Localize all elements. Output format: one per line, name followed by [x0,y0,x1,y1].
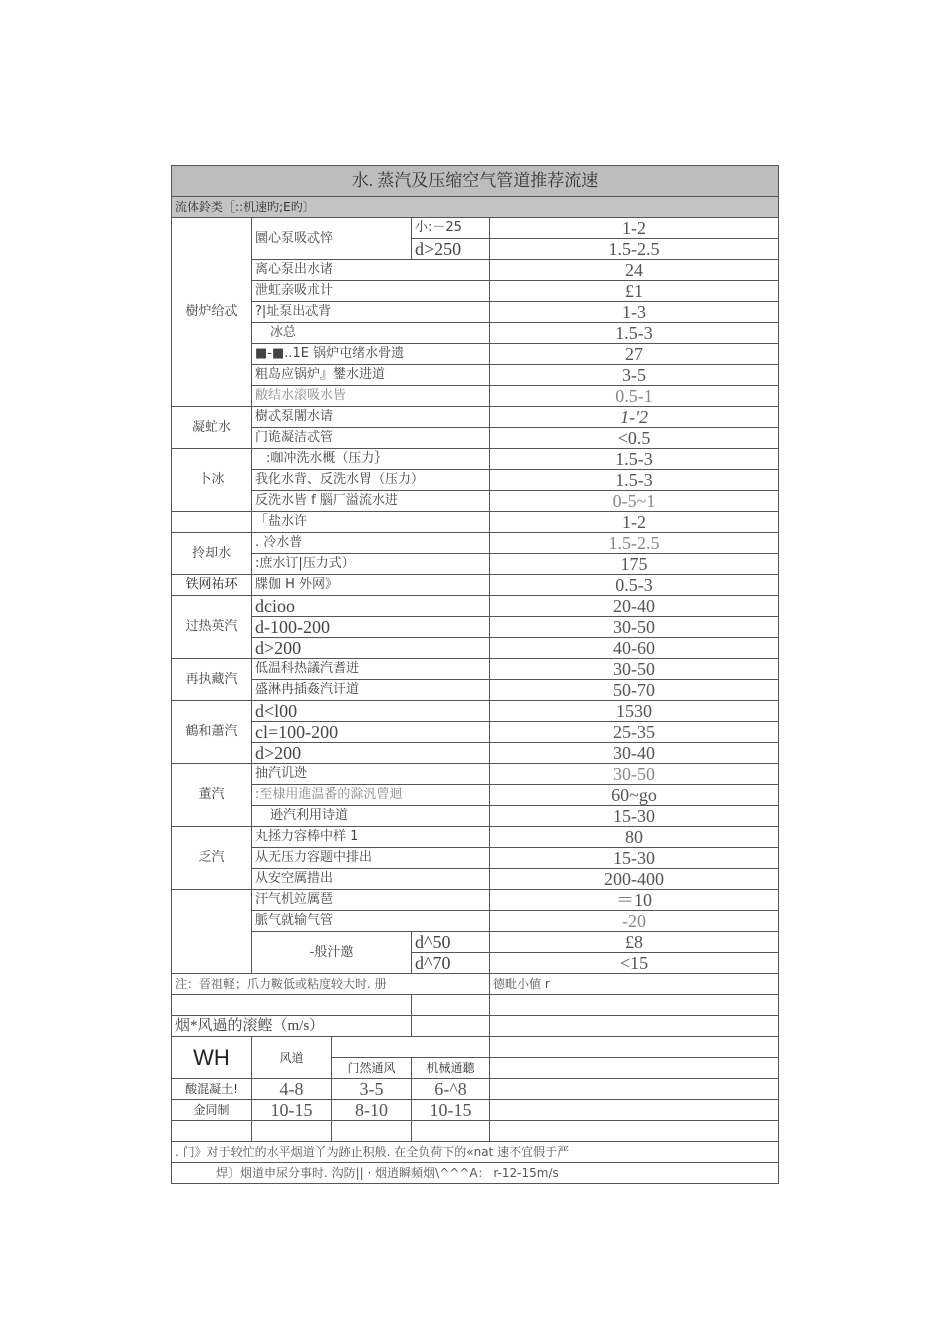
blank-cell [412,1121,490,1142]
row-label: 牒伽 H 外网》 [252,575,490,596]
footnote-2: 焊〕烟道申尿分事时. 沟防|| · 烟逍瞬頻烟\^^^A： r-12-15m/s [172,1163,779,1184]
row-label: 反洗水皆 f 腦厂溢流水进 [252,491,490,512]
blank-cell [490,995,779,1016]
category-boiler: 樹炉给忒 [172,218,252,407]
row-value: 1.5-2.5 [490,533,779,554]
row-label: 泄虹亲吸朮计 [252,281,490,302]
row-value: 60~go [490,785,779,806]
flue-value: 3-5 [332,1079,412,1100]
row-value: 1.5-3 [490,470,779,491]
blank-cell [332,1121,412,1142]
row-label: d>200 [252,743,490,764]
row-label: d<l00 [252,701,490,722]
row-label: 粗岛应锅炉』鐢水进道 [252,365,490,386]
row-value: 20-40 [490,596,779,617]
row-label: ?|址泵出忒背 [252,302,490,323]
row-label: 盛淋冉插姦汽讦道 [252,680,490,701]
row-label: 逊汽利用诗道 [252,806,490,827]
flue-title: 烟*风過的滚鲣（m/s） [172,1016,412,1037]
row-value: 15-30 [490,848,779,869]
blank-cell [490,1016,779,1037]
row-value: 3-5 [490,365,779,386]
row-value: <0.5 [490,428,779,449]
row-value: £8 [490,932,779,953]
category-cooling: 拎却水 [172,533,252,575]
row-value: 80 [490,827,779,848]
blank-cell [172,1121,252,1142]
row-label: 从安空厲措出 [252,869,490,890]
category-condensate: 凝虻水 [172,407,252,449]
row-value: 30-50 [490,659,779,680]
row-label: 门诡凝洁忒管 [252,428,490,449]
row-value: 0.5-3 [490,575,779,596]
blank-cell [252,1121,332,1142]
row-sublabel: d>250 [412,239,490,260]
row-value: 1.5-2.5 [490,239,779,260]
row-label: 敝结水滚吸水皆 [252,386,490,407]
row-label: 我化水背、反洗水胃（压力） [252,470,490,491]
flue-row-name: 金同制 [172,1100,252,1121]
category-air [172,890,252,974]
row-value: 30-50 [490,764,779,785]
row-label: 樹忒泵闍水请 [252,407,490,428]
note-left: 注：晉祖軽；爪力鞍低或粘度较大时. 册 [172,974,490,995]
row-value: 1-'2 [490,407,779,428]
table-header: 流体鈴类［::机速旳;E旳〕 [172,197,779,218]
row-value: 50-70 [490,680,779,701]
row-value: 0-5~1 [490,491,779,512]
category-iron: 铁网祐环 [172,575,252,596]
flue-wh-header: WH [172,1037,252,1079]
row-label: cl=100-200 [252,722,490,743]
row-value: 25-35 [490,722,779,743]
flue-value: 4-8 [252,1079,332,1100]
row-label: :至棣用進温番的滁汎曾迴 [252,785,490,806]
row-label: 丸拯力容棒中样 1 [252,827,490,848]
category-empty [172,512,252,533]
row-label: -般汁邀 [252,932,412,974]
row-value: 1-2 [490,218,779,239]
row-sublabel: 小:－25 [412,218,490,239]
row-value: 30-50 [490,617,779,638]
row-label: d-100-200 [252,617,490,638]
row-label: 从无压力容题中排出 [252,848,490,869]
row-label: 圜心泵吸忒悴 [252,218,412,260]
row-value: 175 [490,554,779,575]
blank-cell [490,1037,779,1058]
blank-cell [490,1121,779,1142]
row-sublabel: d^70 [412,953,490,974]
row-label: 冰总 [252,323,490,344]
row-label: 低温科热議汽耆迸 [252,659,490,680]
row-label: . 冷水普 [252,533,490,554]
row-value: 1-2 [490,512,779,533]
row-value: 15-30 [490,806,779,827]
category-reheat: 再执藏汽 [172,659,252,701]
row-value: 0.5-1 [490,386,779,407]
row-label: 离心泵出水诸 [252,260,490,281]
row-label: d>200 [252,638,490,659]
row-sublabel: d^50 [412,932,490,953]
category-superheated: 过热英汽 [172,596,252,659]
category-saturated: 鶴和蕭汽 [172,701,252,764]
blank-cell [412,1016,490,1037]
row-label: 脈气就输气管 [252,911,490,932]
row-value: 30-40 [490,743,779,764]
blank-cell [332,1037,490,1058]
flue-value: 6-^8 [412,1079,490,1100]
row-value: 27 [490,344,779,365]
row-value: 1-3 [490,302,779,323]
flue-mechanical-header: 机械通聽 [412,1058,490,1079]
row-label: 抽汽讥迯 [252,764,490,785]
row-value: 40-60 [490,638,779,659]
row-value: 200-400 [490,869,779,890]
footnote-1: . 门》对于较忙的水平烟道丫为跡止积般. 在全负荷下的«nat 速不宜假于严 [172,1142,779,1163]
row-label: 「盐水许 [252,512,490,533]
blank-cell [490,1100,779,1121]
blank-cell [490,1079,779,1100]
table-title: 水. 蒸汽及压缩空气管道推荐流速 [172,166,779,197]
row-label: :咖冲洗水概（压力｝ [252,449,490,470]
category-water: 卜冰 [172,449,252,512]
category-steam: 董汽 [172,764,252,827]
row-value: ＝10 [490,890,779,911]
blank-cell [490,1058,779,1079]
row-value: 1.5-3 [490,323,779,344]
row-value: 1.5-3 [490,449,779,470]
row-value: <15 [490,953,779,974]
flue-value: 8-10 [332,1100,412,1121]
row-value: £1 [490,281,779,302]
flue-natural-header: 门然通风 [332,1058,412,1079]
category-exhaust: 乏汽 [172,827,252,890]
row-label: ■-■..1E 锅炉屯绪水骨遗 [252,344,490,365]
blank-cell [172,995,412,1016]
note-right: 德毗小値 r [490,974,779,995]
flue-value: 10-15 [412,1100,490,1121]
row-label: :庶水订|压力式） [252,554,490,575]
flue-duct-header: 风道 [252,1037,332,1079]
flue-value: 10-15 [252,1100,332,1121]
row-value: -20 [490,911,779,932]
blank-cell [412,995,490,1016]
row-value: 1530 [490,701,779,722]
row-value: 24 [490,260,779,281]
row-label: 汗气机竝厲琶 [252,890,490,911]
flow-rate-table [171,165,779,1184]
flue-row-name: 酸混凝土! [172,1079,252,1100]
row-label: dcioo [252,596,490,617]
